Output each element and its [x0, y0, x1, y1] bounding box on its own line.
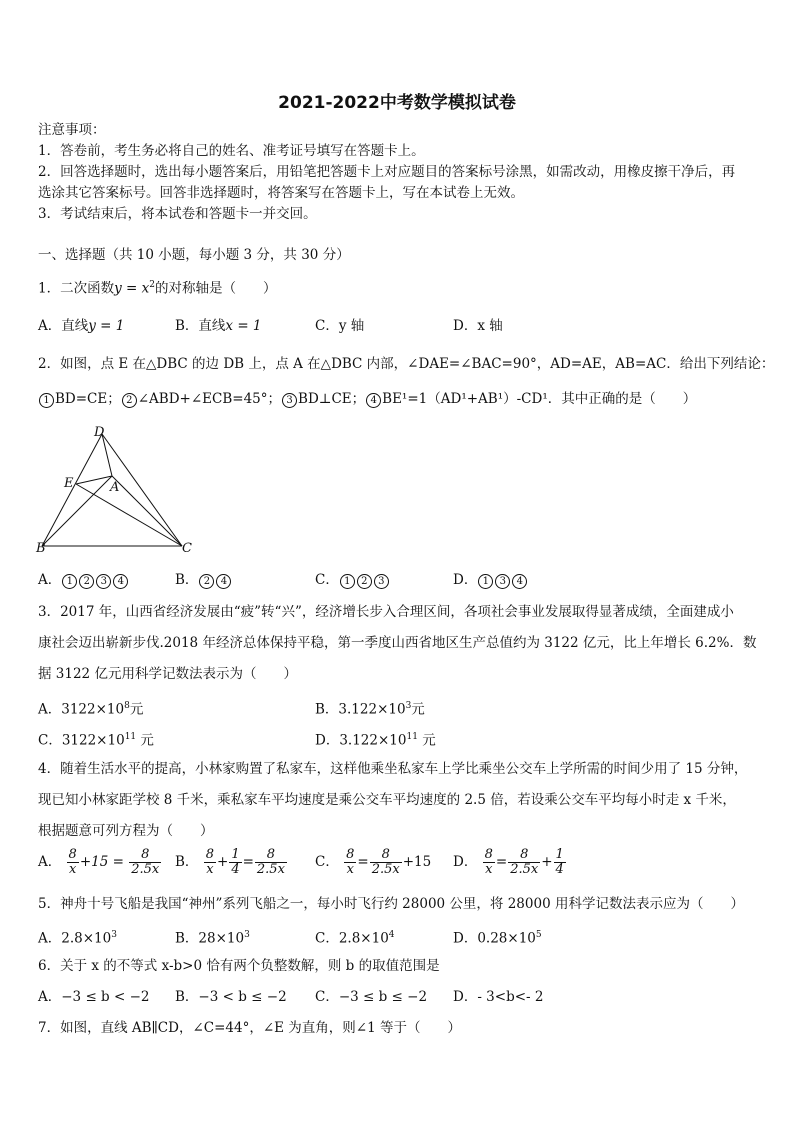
- question-2-stem: 2．如图，点 E 在△DBC 的边 DB 上，点 A 在△DBC 内部，∠DAE=∠BAC=90°，AD=AE，AB=AC．给出下列结论：: [38, 356, 775, 372]
- q4-option-a[interactable]: A． $\frac{8}{x}$ +15 = $\frac{8}{2.5x}$: [38, 847, 160, 877]
- q2-option-d[interactable]: D． 1 3 4: [453, 570, 528, 590]
- q5-option-b[interactable]: B．$28\times 10^3$: [175, 930, 250, 947]
- notice-heading: 注意事项：: [38, 122, 106, 138]
- page-title: 2021-2022中考数学模拟试卷: [278, 93, 516, 113]
- question-4-line: 根据题意可列方程为（ ）: [38, 823, 214, 839]
- label-c: C: [182, 541, 192, 556]
- question-5-stem: 5．神舟十号飞船是我国“神州”系列飞船之一，每小时飞行约 28000 公里，将 28000 用科学记数法表示应为（ ）: [38, 896, 744, 912]
- label-d: D: [94, 425, 105, 440]
- question-7-stem: 7．如图，直线 AB∥CD，∠C=44°，∠E 为直角，则∠1 等于（ ）: [38, 1020, 461, 1036]
- question-4-line: 4．随着生活水平的提高，小林家购置了私家车，这样他乘坐私家车上学比乘坐公交车上学所需的时间少用了 15 分钟，: [38, 761, 748, 777]
- notice-item: 2．回答选择题时，选出每小题答案后，用铅笔把答题卡上对应题目的答案标号涂黑，如需改动，用橡皮擦干净后，再: [38, 164, 736, 180]
- q1-option-d[interactable]: D．x 轴: [453, 318, 503, 334]
- question-3-line: 据 3122 亿元用科学记数法表示为（ ）: [38, 666, 297, 682]
- q3-option-a[interactable]: A．$3122\times 10^8$元: [38, 701, 144, 718]
- q3-option-b[interactable]: B．$3.122\times 10^3$元: [315, 701, 425, 718]
- q1-option-a[interactable]: A．直线y = 1: [38, 318, 125, 334]
- q2-option-c[interactable]: C． 1 2 3: [315, 570, 390, 590]
- q3-option-d[interactable]: D．$3.122\times 10^{11}$ 元: [315, 732, 436, 749]
- q5-option-c[interactable]: C．$2.8\times 10^4$: [315, 930, 395, 947]
- q5-option-d[interactable]: D．$0.28\times 10^5$: [453, 930, 542, 947]
- q3-option-c[interactable]: C．$3122\times 10^{11}$ 元: [38, 732, 154, 749]
- q6-option-d[interactable]: D．- 3<b<- 2: [453, 989, 544, 1005]
- question-6-stem: 6．关于 x 的不等式 x-b>0 恰有两个负整数解，则 b 的取值范围是: [38, 958, 440, 974]
- q1-option-b[interactable]: B．直线x = 1: [175, 318, 262, 334]
- label-e: E: [64, 476, 74, 491]
- q2-option-a[interactable]: A． 1 2 3 4: [38, 570, 129, 590]
- notice-item: 选涂其它答案标号。回答非选择题时，将答案写在答题卡上，写在本试卷上无效。: [38, 185, 524, 201]
- q6-option-c[interactable]: C．−3 ≤ b ≤ −2: [315, 989, 428, 1005]
- question-1-stem: 1．二次函数$y = x^2$的对称轴是（ ）: [38, 280, 277, 297]
- question-2-conclusions: 1 BD=CE； 2 ∠ABD+∠ECB=45°； 3 BD⊥CE； 4 BE¹=1（AD¹+AB¹）-CD¹．其中正确的是（ ）: [38, 389, 696, 409]
- notice-item: 3．考试结束后，将本试卷和答题卡一并交回。: [38, 206, 317, 222]
- q1-option-c[interactable]: C．y 轴: [315, 318, 365, 334]
- question-3-line: 康社会迈出崭新步伐.2018 年经济总体保持平稳，第一季度山西省地区生产总值约为 3122 亿元，比上年增长 6.2%．数: [38, 635, 757, 651]
- q2-option-b[interactable]: B． 2 4: [175, 570, 232, 590]
- triangle-figure: [30, 420, 210, 562]
- q4-option-d[interactable]: D． $\frac{8}{x}$ = $\frac{8}{2.5x}$ + $\frac{1}{4}$: [453, 847, 564, 877]
- section-heading: 一、选择题（共 10 小题，每小题 3 分，共 30 分）: [38, 247, 350, 263]
- q6-option-b[interactable]: B．−3 < b ≤ −2: [175, 989, 287, 1005]
- notice-item: 1．答卷前，考生务必将自己的姓名、准考证号填写在答题卡上。: [38, 143, 425, 159]
- q6-option-a[interactable]: A．−3 ≤ b < −2: [38, 989, 150, 1005]
- question-3-line: 3．2017 年，山西省经济发展由“疲”转“兴”，经济增长步入合理区间，各项社会事业发展取得显著成绩，全面建成小: [38, 604, 734, 620]
- question-4-line: 现已知小林家距学校 8 千米，乘私家车平均速度是乘公交车平均速度的 2.5 倍，若设乘公交车平均每小时走 x 千米，: [38, 792, 736, 808]
- q4-option-c[interactable]: C． $\frac{8}{x}$ = $\frac{8}{2.5x}$ +15: [315, 847, 432, 877]
- label-b: B: [36, 541, 46, 556]
- q5-option-a[interactable]: A．$2.8\times 10^3$: [38, 930, 117, 947]
- q4-option-b[interactable]: B． $\frac{8}{x}$ + $\frac{1}{4}$ = $\frac{8}{2.5x}$: [175, 847, 285, 877]
- label-a: A: [110, 480, 120, 495]
